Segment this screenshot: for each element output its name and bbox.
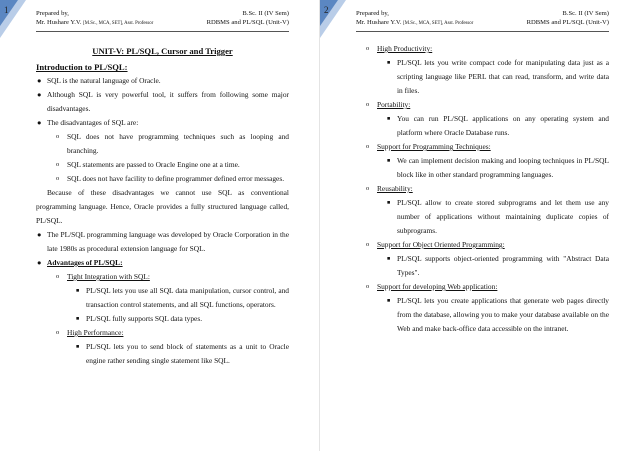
bullet-square-icon: ■ [387,116,391,122]
header-divider [356,31,609,32]
header-course: B.Sc. II (IV Sem) [562,10,609,17]
bullet-circle-icon: o [366,45,370,52]
page-number: 1 [4,5,9,15]
list-item: o SQL does not have programming techniques such as looping and branching. [56,132,289,155]
list-item: o Portability: [356,98,609,112]
bullet-circle-icon: o [366,143,370,150]
bullet-square-icon: ■ [387,158,391,164]
list-item: ■ PL/SQL allow to create stored subprograms and let them use any number of applications without maintaining duplicate copies of subprograms. [387,198,609,235]
bullet-circle-icon: o [56,161,60,168]
bullet-circle-icon: o [56,273,60,280]
list-item: o Support for Object Oriented Programming: [356,238,609,252]
list-item: o SQL statements are passed to Oracle Engine one at a time. [36,158,289,172]
body-paragraph: Because of these disadvantages we cannot use SQL as conventional programming language. Hence, Oracle provides a fully structured language called, PL/SQL. [36,188,289,225]
bullet-circle-icon: o [366,101,370,108]
header-author: Mr. Hushare Y.V. [356,18,402,26]
list-item: ● The disadvantages of SQL are: [36,116,289,130]
document-page-2 [319,0,638,451]
list-item: o SQL does not have facility to define programmer defined error messages. [36,172,289,186]
bullet-disc-icon: ● [37,76,42,85]
bullet-circle-icon: o [56,133,60,140]
header-prepared-by: Prepared by, [36,10,69,17]
list-item: ■ You can run PL/SQL applications on any operating system and platform where Oracle Database runs. [387,114,609,137]
bullet-circle-icon: o [56,175,60,182]
list-item: ■ PL/SQL lets you to send block of statements as a unit to Oracle engine rather sending single statement like SQL. [76,342,289,365]
page-header [36,10,289,40]
page-content [356,42,609,336]
bullet-disc-icon: ● [37,118,42,127]
bullet-square-icon: ■ [387,256,391,262]
bullet-circle-icon: o [366,241,370,248]
list-item: ● SQL is the natural language of Oracle. [36,74,289,88]
list-item: ● The PL/SQL programming language was developed by Oracle Corporation in the late 1980s as procedural extension language for SQL. [37,230,289,253]
list-item: o Support for developing Web application: [356,280,609,294]
bullet-disc-icon: ● [37,258,42,267]
list-item: o Reusability: [356,182,609,196]
bullet-square-icon: ■ [387,298,391,304]
bullet-disc-icon: ● [37,90,42,99]
bullet-circle-icon: o [366,283,370,290]
page-number: 2 [324,5,329,15]
page-corner-decoration [0,0,32,40]
page-corner-decoration [320,0,352,40]
header-divider [36,31,289,32]
list-item: o Support for Programming Techniques: [356,140,609,154]
list-item: o High Productivity: [356,42,609,56]
list-item: ● Although SQL is very powerful tool, it suffers from following some major disadvantages. [37,90,289,113]
header-subject: RDBMS and PL/SQL (Unit-V) [206,18,289,26]
section-heading-advantages: Advantages of PL/SQL: [47,258,123,267]
bullet-square-icon: ■ [76,316,80,322]
header-author-qualification: [M.Sc., MCA, SET], Asst. Professor [83,20,154,26]
bullet-disc-icon: ● [37,230,42,239]
header-author: Mr. Hushare Y.V. [36,18,82,26]
list-item: ■ PL/SQL lets you create applications that generate web pages directly from the database, allowing you to make your database available on the Web and make back-office data accessible on the intranet. [387,296,609,333]
header-author-qualification: [M.Sc., MCA, SET], Asst. Professor [403,20,474,26]
header-subject: RDBMS and PL/SQL (Unit-V) [526,18,609,26]
bullet-square-icon: ■ [387,60,391,66]
page-content [36,44,289,368]
list-item: o High Performance: [36,326,289,340]
list-item: ■ PL/SQL fully supports SQL data types. [36,312,289,326]
bullet-circle-icon: o [56,329,60,336]
section-heading-introduction: Introduction to PL/SQL: [36,62,128,72]
list-item [36,256,289,270]
list-item: ■ We can implement decision making and looping techniques in PL/SQL block like in other standard programming languages. [387,156,609,179]
list-item: o Tight Integration with SQL: [36,270,289,284]
header-course: B.Sc. II (IV Sem) [242,10,289,17]
bullet-circle-icon: o [366,185,370,192]
bullet-square-icon: ■ [76,288,80,294]
unit-title: UNIT-V: PL/SQL, Cursor and Trigger [92,46,233,56]
list-item: ■ PL/SQL lets you write compact code for manipulating data just as a scripting language like PERL that can read, transform, and write data in files. [387,58,609,95]
list-item: ■ PL/SQL lets you use all SQL data manipulation, cursor control, and transaction control statements, and all SQL functions, operators. [76,286,289,309]
list-item: ■ PL/SQL supports object-oriented programming with "Abstract Data Types". [387,254,609,277]
bullet-square-icon: ■ [76,344,80,350]
page-header [356,10,609,40]
header-prepared-by: Prepared by, [356,10,389,17]
bullet-square-icon: ■ [387,200,391,206]
